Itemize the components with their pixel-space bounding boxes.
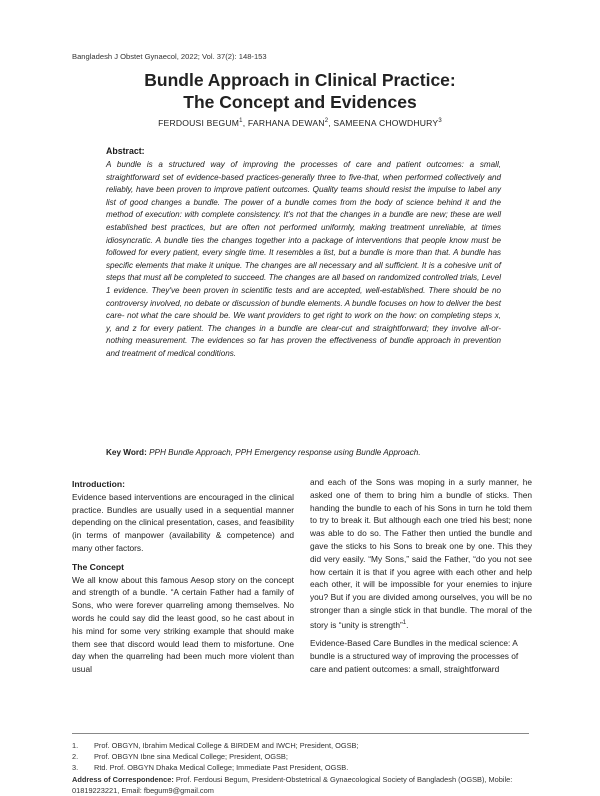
evidence-based-bundles-text: Evidence-Based Care Bundles in the medical science: A bundle is a structured way of improving the processes of care and patient outcomes: a small, straightforward bbox=[310, 638, 519, 674]
left-column bbox=[72, 478, 294, 676]
footnotes bbox=[72, 740, 532, 796]
paper-title-line-1: Bundle Approach in Clinical Practice: bbox=[144, 70, 456, 90]
author-affiliation-marker: 3 bbox=[438, 118, 442, 125]
keywords-label: Key Word: bbox=[106, 448, 147, 457]
author-affiliation-marker: 1 bbox=[239, 118, 243, 125]
author-separator: , bbox=[328, 118, 334, 128]
author-affiliation-marker: 2 bbox=[324, 118, 329, 125]
footnote-number: 3. bbox=[72, 763, 79, 773]
right-column bbox=[310, 476, 532, 676]
author-list bbox=[0, 118, 600, 128]
footnote-item bbox=[72, 740, 532, 751]
footnote-number: 1. bbox=[72, 741, 79, 750]
footnote-text: Prof. OBGYN, Ibrahim Medical College & BIRDEM and IWCH; President, OGSB; bbox=[94, 741, 359, 750]
footnote-text: Prof. OBGYN Ibne sina Medical College; President, OGSB; bbox=[94, 752, 288, 762]
correspondence bbox=[72, 774, 532, 796]
author-name: SAMEENA CHOWDHURY bbox=[333, 118, 439, 128]
story-paragraph bbox=[310, 476, 532, 631]
concept-heading: The Concept bbox=[72, 561, 125, 572]
correspondence-text: Prof. Ferdousi Begum, President-Obstetrical & Gynaecological Society of Bangladesh (OGSB), Mobile: 01819223221, Email: fbegum9@gmail.com bbox=[72, 774, 513, 795]
paper-title-line-2: The Concept and Evidences bbox=[183, 92, 417, 112]
author-separator: , bbox=[242, 118, 248, 128]
footnote-item bbox=[72, 751, 532, 762]
concept-text: We all know about this famous Aesop story on the concept and strength of a bundle. “A certain Father had a family of Sons, who were forever quarreling among themselves. No words he could say did the least good, so he cast about in his mind for some very striking example that should make them see that discord would lead them to misfortune. One day when the quarreling had been much more violent than usual bbox=[72, 574, 294, 675]
author-name: FERDOUSI BEGUM bbox=[158, 118, 240, 128]
abstract-heading: Abstract: bbox=[106, 146, 145, 156]
story-end: . bbox=[406, 619, 409, 630]
correspondence-label: Address of Correspondence: bbox=[72, 774, 174, 784]
journal-citation: Bangladesh J Obstet Gynaecol, 2022; Vol. 37(2): 148-153 bbox=[72, 52, 267, 61]
story-text: and each of the Sons was moping in a surly manner, he asked one of them to bring him a bundle of sticks. Then handing the bundle to each of his Sons in turn he told them to try to break it. But although each one tried his best; none was able to do so. The Father then untied the bundle and gave the sticks to his Sons to break one by one. This they did very easily. “My Sons,” said the Father, “do you not see how certain it is that if you agree with each other and help each other, it will be impossible for your enemies to injure you? But if you are divided among ourselves, you will be no stronger than a single stick in that bundle. The moral of the story is “unity is strength” bbox=[310, 477, 532, 630]
author-name: FARHANA DEWAN bbox=[247, 118, 325, 128]
footnote-item bbox=[72, 762, 532, 773]
abstract-text: A bundle is a structured way of improving the processes of care and patient outcomes: a small, straightforward set of evidence-based practices-generally three to five-that, when performed collectively and reliably, have been proven to improve patient outcomes. Quality teams should resist the impulse to label any list of good changes a bundle. The power of a bundle comes from the body of science behind it and the method of execution: with complete consistency. It's not that the changes in a bundle are new; these are well established best practices, but are often not performed uniformly, making treatment unreliable, at times idiosyncratic. A bundle ties the changes together into a package of interventions that people know must be followed for every patient, every single time. It resembles a list, but a bundle is more than that. A bundle has specific elements that make it unique. The changes are all necessary and all sufficient. It is a cohesive unit of steps that must all be completed to succeed. The changes are all based on randomized controlled trials, Level 1 evidence. They've been proven in scientific tests and are accepted, well-established. There should be no controversy involved, no debate or discussion of bundle elements. A bundle focuses on how to deliver the best care- not what the care should be. We want providers to get right to work on the how: on completing steps x, y, and z for every patient. The changes in a bundle are clear-cut and straightforward; they involve all-or-nothing measurement. The evidences so far has proven the effectiveness of bundle approach in prevention and treatment of medical conditions. bbox=[106, 160, 501, 358]
introduction-text: Evidence based interventions are encouraged in the clinical practice. Bundles are usually used in a sequential manner depending on the clinical presentation, cases, and feasibility (in terms of manpower (availability & competence) and many other factors. bbox=[72, 491, 294, 553]
footnote-number: 2. bbox=[72, 752, 79, 762]
keywords-text: PPH Bundle Approach, PPH Emergency response using Bundle Approach. bbox=[146, 448, 421, 457]
keywords bbox=[106, 448, 506, 457]
citation-marker: 1 bbox=[402, 619, 407, 626]
introduction-heading: Introduction: bbox=[72, 479, 125, 489]
footnote-divider bbox=[72, 733, 529, 734]
footnote-text: Rtd. Prof. OBGYN Dhaka Medical College; Immediate Past President, OGSB. bbox=[94, 763, 349, 773]
